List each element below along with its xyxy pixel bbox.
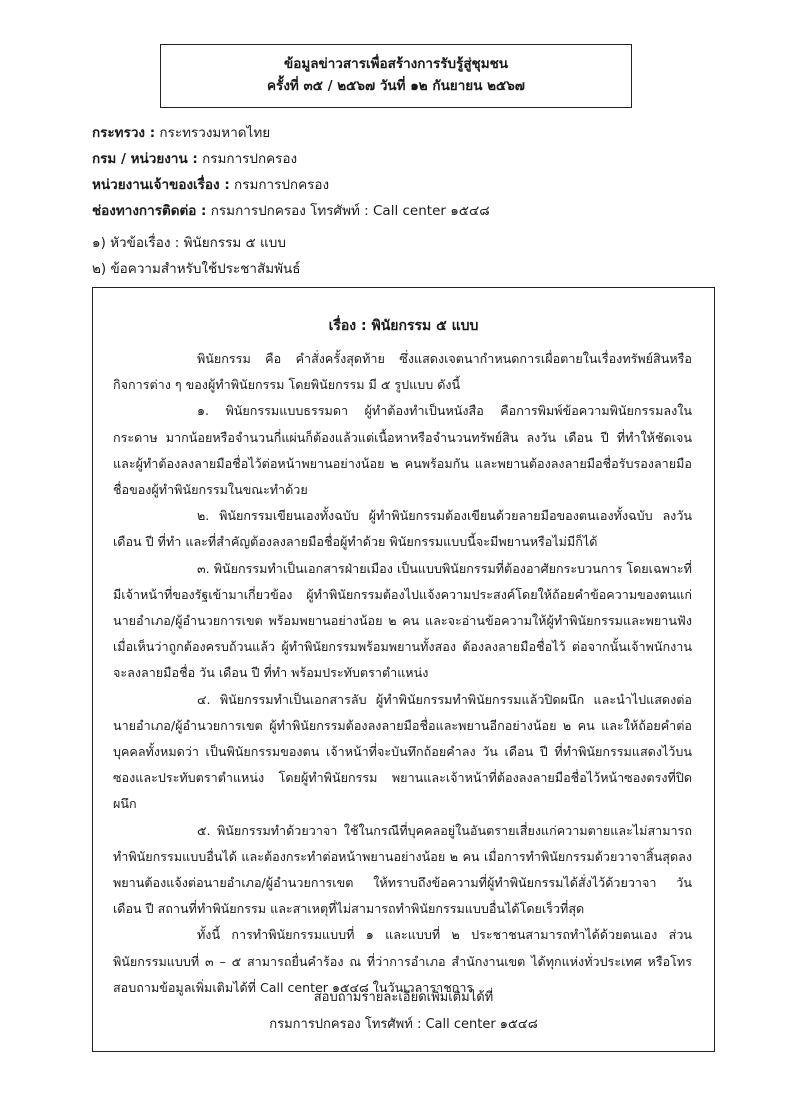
story-body bbox=[113, 346, 692, 1001]
department-row bbox=[92, 146, 712, 172]
topics-section bbox=[92, 230, 301, 282]
document-header-box bbox=[160, 44, 632, 108]
owner-label: หน่วยงานเจ้าของเรื่อง : bbox=[92, 177, 230, 193]
paragraph-type-4: ๔. พินัยกรรมทำเป็นเอกสารลับ ผู้ทำพินัยกรรมทำพินัยกรรมแล้วปิดผนึก และนำไปแสดงต่อนายอำเภอ/ผู้อำนวยการเขต ผู้ทำพินัยกรรมต้องลงลายมือชื่อและพยานอีกอย่างน้อย ๒ คน และให้ถ้อยคำต่อบุคคลทั้งหมดว่า เป็นพินัยกรรมของตน เจ้าหน้าที่จะบันทึกถ้อยคำลง วัน เดือน ปี ที่ทำพินัยกรรมแสดงไว้บนซองและประทับตราตำแหน่ง โดยผู้ทำพินัยกรรม พยานและเจ้าหน้าที่ต้องลงลายมือชื่อไว้หน้าซองตรงที่ปิดผนึก bbox=[113, 691, 692, 812]
owner-row bbox=[92, 172, 712, 198]
paragraph-summary: ทั้งนี้ การทำพินัยกรรมแบบที่ ๑ และแบบที่ ๒ ประชาชนสามารถทำได้ด้วยตนเอง ส่วนพินัยกรรมแบบที่ ๓ – ๕ สามารถยื่นคำร้อง ณ ที่ว่าการอำเภอ สำนักงานเขต ได้ทุกแห่งทั่วประเทศ หรือโทรสอบถามข้อมูลเพิ่มเติมได้ที่ Call center ๑๕๔๘ ในวันเวลาราชการ bbox=[113, 927, 692, 995]
header-issue-date: ครั้งที่ ๓๕ / ๒๕๖๗ วันที่ ๑๒ กันยายน ๒๕๖๗ bbox=[267, 78, 525, 94]
footer-line-1: สอบถามรายละเอียดเพิ่มเติมได้ที่ bbox=[313, 990, 494, 1005]
story-title: เรื่อง : พินัยกรรม ๕ แบบ bbox=[328, 318, 479, 334]
department-label: กรม / หน่วยงาน : bbox=[92, 151, 198, 167]
topic-item-2: ๒) ข้อความสำหรับใช้ประชาสัมพันธ์ bbox=[92, 261, 301, 277]
department-value: กรมการปกครอง bbox=[202, 151, 298, 167]
ministry-row bbox=[92, 120, 712, 146]
paragraph-intro: พินัยกรรม คือ คำสั่งครั้งสุดท้าย ซึ่งแสดงเจตนากำหนดการเผื่อตายในเรื่องทรัพย์สินหรือกิจการต่าง ๆ ของผู้ทำพินัยกรรม โดยพินัยกรรม มี ๕ รูปแบบ ดังนี้ bbox=[113, 351, 692, 393]
paragraph-type-1: ๑. พินัยกรรมแบบธรรมดา ผู้ทำต้องทำเป็นหนังสือ คือการพิมพ์ข้อความพินัยกรรมลงในกระดาษ มากน้อยหรือจำนวนกี่แผ่นก็ต้องแล้วแต่เนื้อหาหรือจำนวนทรัพย์สิน ลงวัน เดือน ปี ที่ทำให้ชัดเจน และผู้ทำต้องลงลายมือชื่อไว้ต่อหน้าพยานอย่างน้อย ๒ คนพร้อมกัน และพยานต้องลงลายมือชื่อรับรองลายมือชื่อของผู้ทำพินัยกรรมในขณะทำด้วย bbox=[113, 403, 692, 498]
metadata-section bbox=[92, 120, 712, 224]
topic-item-1: ๑) หัวข้อเรื่อง : พินัยกรรม ๕ แบบ bbox=[92, 235, 286, 251]
press-release-box bbox=[92, 287, 715, 1052]
footer-line-2: กรมการปกครอง โทรศัพท์ : Call center ๑๕๔๘ bbox=[269, 1017, 538, 1032]
paragraph-type-2: ๒. พินัยกรรมเขียนเองทั้งฉบับ ผู้ทำพินัยกรรมต้องเขียนด้วยลายมือของตนเองทั้งฉบับ ลงวัน เดือน ปี ที่ทำ และที่สำคัญต้องลงลายมือชื่อผู้ทำด้วย พินัยกรรมแบบนี้จะมีพยานหรือไม่มีก็ได้ bbox=[113, 508, 692, 550]
paragraph-type-5: ๕. พินัยกรรมทำด้วยวาจา ใช้ในกรณีที่บุคคลอยู่ในอันตรายเสี่ยงแก่ความตายและไม่สามารถทำพินัยกรรมแบบอื่นได้ และต้องกระทำต่อหน้าพยานอย่างน้อย ๒ คน เมื่อการทำพินัยกรรมด้วยวาจาสิ้นสุดลง พยานต้องแจ้งต่อนายอำเภอ/ผู้อำนวยการเขต ให้ทราบถึงข้อความที่ผู้ทำพินัยกรรมได้สั่งไว้ด้วยวาจา วัน เดือน ปี สถานที่ทำพินัยกรรม และสาเหตุที่ไม่สามารถทำพินัยกรรมแบบอื่นได้โดยเร็วที่สุด bbox=[113, 822, 692, 917]
contact-footer bbox=[93, 984, 714, 1038]
ministry-value: กระทรวงมหาดไทย bbox=[159, 125, 271, 141]
owner-value: กรมการปกครอง bbox=[234, 177, 330, 193]
contact-row bbox=[92, 198, 712, 224]
ministry-label: กระทรวง : bbox=[92, 125, 156, 141]
contact-label: ช่องทางการติดต่อ : bbox=[92, 203, 207, 219]
paragraph-type-3: ๓. พินัยกรรมทำเป็นเอกสารฝ่ายเมือง เป็นแบบพินัยกรรมที่ต้องอาศัยกระบวนการ โดยเฉพาะที่มีเจ้าหน้าที่ของรัฐเข้ามาเกี่ยวข้อง ผู้ทำพินัยกรรมต้องไปแจ้งความประสงค์โดยให้ถ้อยคำข้อความของตนแก่นายอำเภอ/ผู้อำนวยการเขต พร้อมพยานอย่างน้อย ๒ คน และจะอ่านข้อความให้ผู้ทำพินัยกรรมและพยานฟัง เมื่อเห็นว่าถูกต้องครบถ้วนแล้ว ผู้ทำพินัยกรรมพร้อมพยานทั้งสอง ต้องลงลายมือชื่อไว้ ต่อจากนั้นเจ้าพนักงานจะลงลายมือชื่อ วัน เดือน ปี ที่ทำ พร้อมประทับตราตำแหน่ง bbox=[113, 560, 692, 681]
contact-value: กรมการปกครอง โทรศัพท์ : Call center ๑๕๔๘ bbox=[210, 203, 490, 219]
header-title: ข้อมูลข่าวสารเพื่อสร้างการรับรู้สู่ชุมชน bbox=[283, 56, 509, 72]
